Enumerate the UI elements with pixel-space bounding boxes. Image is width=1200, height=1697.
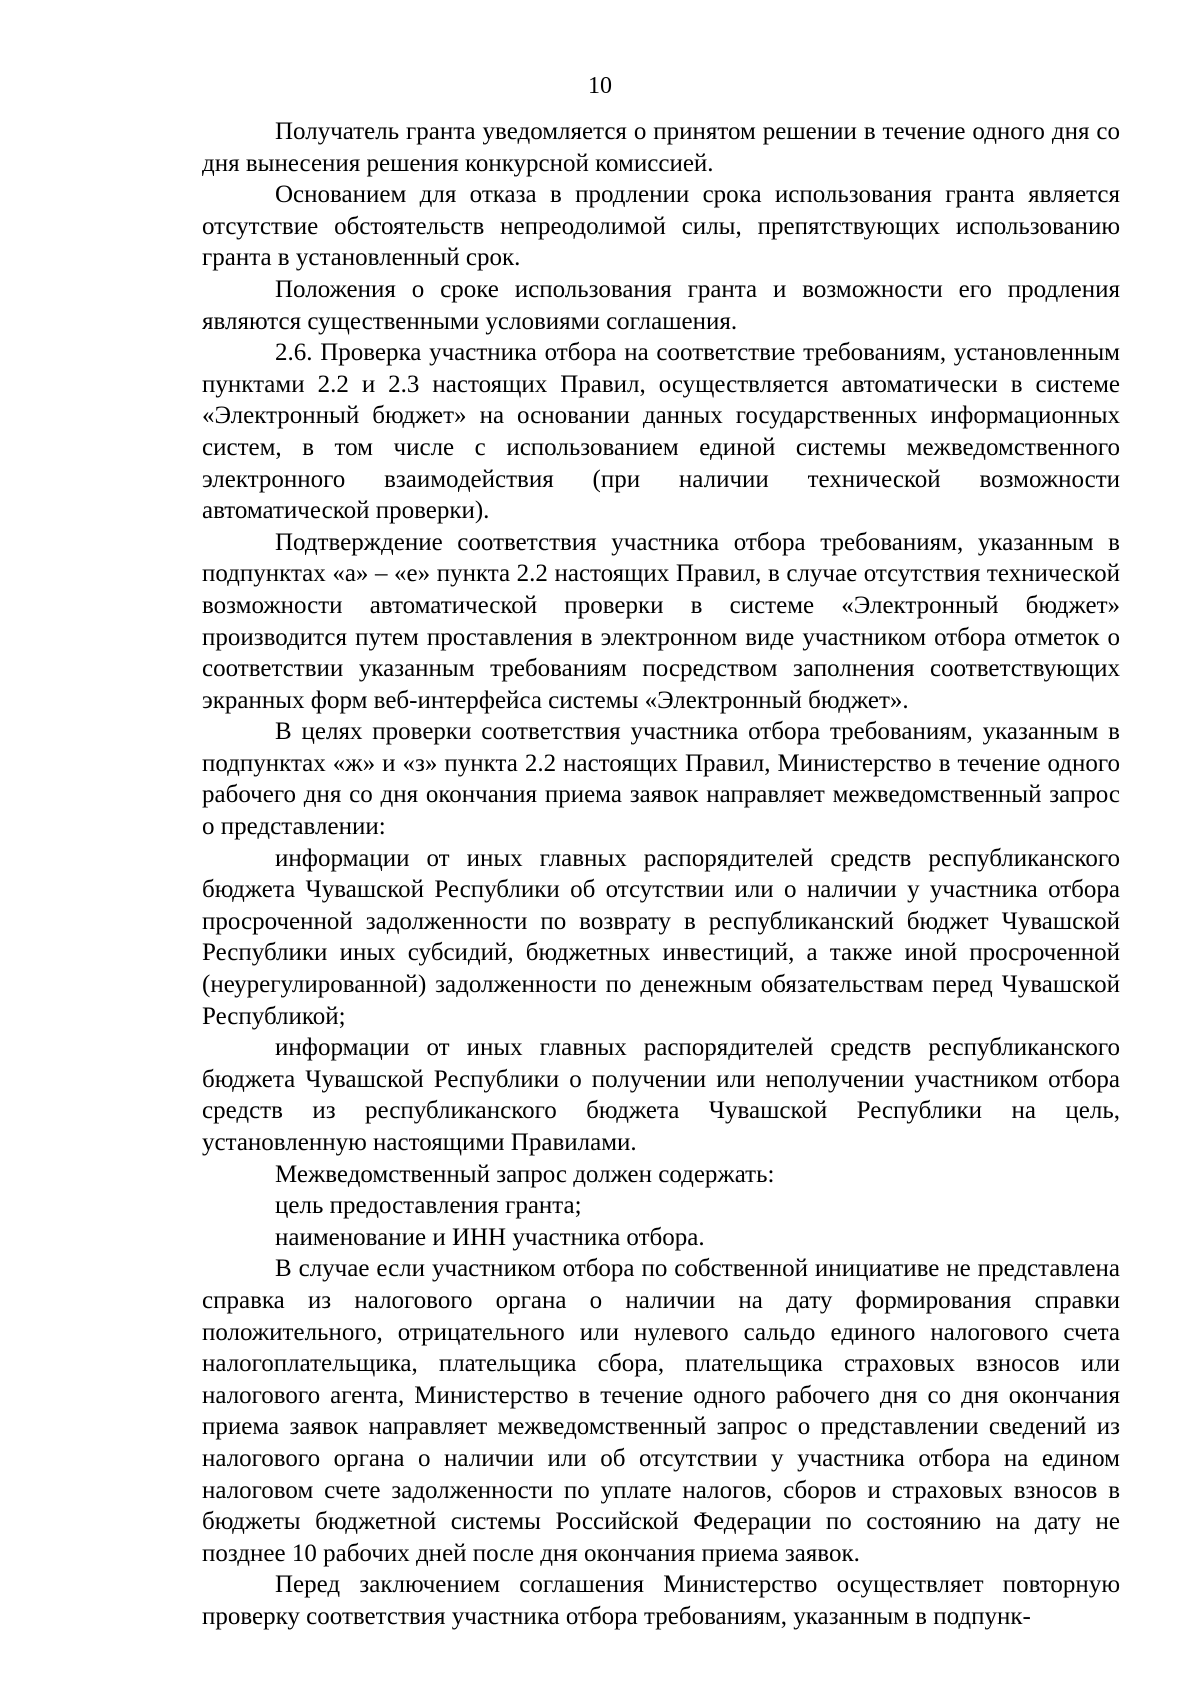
paragraph-grant-purpose: цель предоставления гранта; [275,1192,582,1220]
paragraph-refusal-basis: Основанием для отказа в продлении срока использования гранта является отсутствие обстоятельств непреодолимой силы, препятствующих использованию гранта в установленный срок. [202,181,1120,272]
paragraph-repeat-verification: Перед заключением соглашения Министерство осуществляет повторную проверку соответствия участника отбора требованиям, указанным в подпунк- [202,1571,1120,1630]
paragraph-grant-notification: Получатель гранта уведомляется о принятом решении в течение одного дня со дня вынесения решения конкурсной комиссией. [202,118,1120,177]
paragraph-funds-information: информации от иных главных распорядителей средств республиканского бюджета Чувашской Республики о получении или неполучении участником отбора средств из республиканского бюджета Чувашской Республики на цель, установленную настоящими Правилами. [202,1034,1120,1156]
paragraph-compliance-confirmation: Подтверждение соответствия участника отбора требованиям, указанным в подпунктах «а» – «е» пункта 2.2 настоящих Правил, в случае отсутствия технической возможности автоматической проверки в системе «Электронный бюджет» производится путем проставления в электронном виде участником отбора отметок о соответствии указанным требованиям посредством заполнения соответствующих экранных форм веб-интерфейса системы «Электронный бюджет». [202,528,1120,714]
paragraph-interagency-request: В целях проверки соответствия участника отбора требованиям, указанным в подпунктах «ж» и «з» пункта 2.2 настоящих Правил, Министерство в течение одного рабочего дня со дня окончания приема заявок направляет межведомственный запрос о представлении: [202,718,1120,841]
paragraph-grant-term-conditions: Положения о сроке использования гранта и возможности его продления являются существенными условиями соглашения. [202,275,1120,335]
paragraph-name-inn: наименование и ИНН участника отбора. [275,1223,705,1251]
paragraph-debt-information: информации от иных главных распорядителей средств республиканского бюджета Чувашской Республики об отсутствии или о наличии у участника отбора просроченной задолженности по возврату в республиканский бюджет Чувашской Республики иных субсидий, бюджетных инвестиций, а также иной просроченной (неурегулированной) задолженности по денежным обязательствам перед Чувашской Республикой; [202,844,1120,1030]
document-body [202,116,1120,1633]
paragraph-tax-certificate: В случае если участником отбора по собственной инициативе не представлена справка из налогового органа о наличии на дату формирования справки положительного, отрицательного или нулевого сальдо единого налогового счета налогоплательщика, плательщика сбора, плательщика страховых взносов или налогового агента, Министерство в течение одного рабочего дня со дня окончания приема заявок направляет межведомственный запрос о представлении сведений из налогового органа о наличии или об отсутствии у участника отбора на едином налоговом счете задолженности по уплате налогов, сборов и страховых взносов в бюджеты бюджетной системы Российской Федерации по состоянию на дату не позднее 10 рабочих дней после дня окончания приема заявок. [202,1255,1120,1567]
paragraph-request-content: Межведомственный запрос должен содержать: [275,1160,775,1188]
page-number: 10 [588,73,612,99]
paragraph-2-6-verification: 2.6. Проверка участника отбора на соответствие требованиям, установленным пунктами 2.2 и 2.3 настоящих Правил, осуществляется автоматически в системе «Электронный бюджет» на основании данных государственных информационных систем, в том числе с использованием единой системы межведомственного электронного взаимодействия (при наличии технической возможности автоматической проверки). [202,339,1120,525]
